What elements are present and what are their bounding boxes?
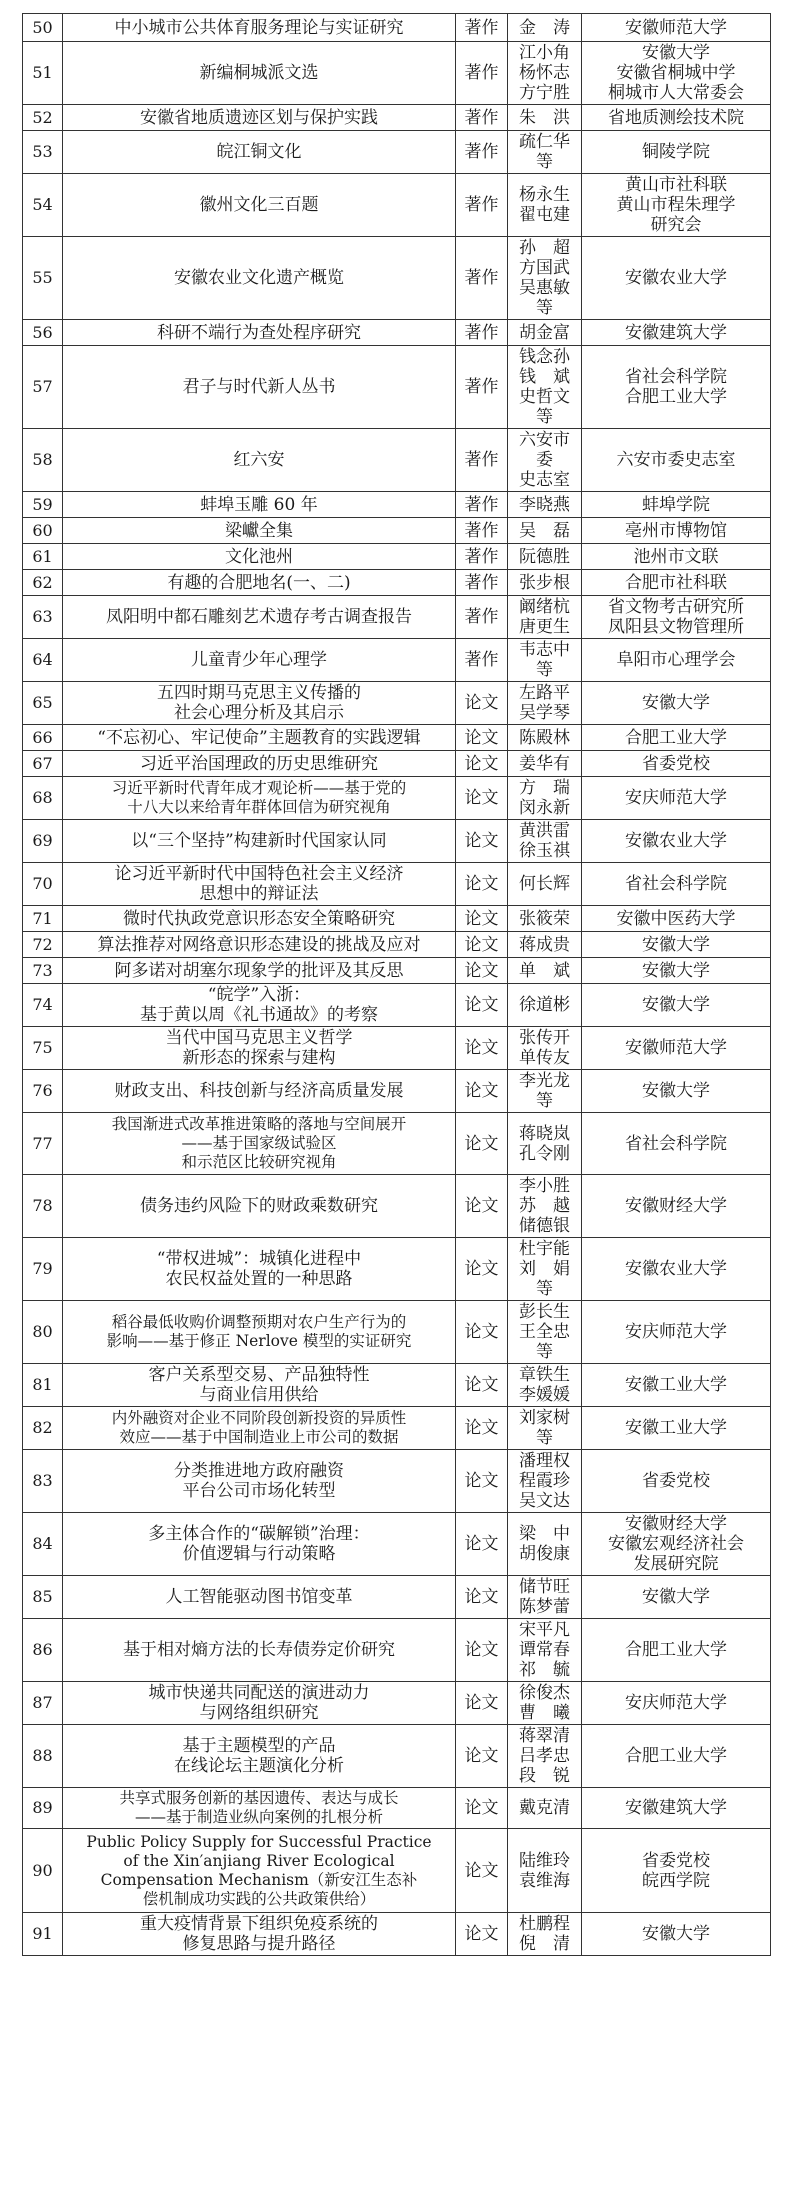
row-title: 习近平新时代青年成才观论析——基于党的 十八大以来给青年群体回信为研究视角 [63, 777, 456, 820]
row-units: 安徽大学 安徽省桐城中学 桐城市人大常委会 [582, 42, 771, 105]
row-title: 微时代执政党意识形态安全策略研究 [63, 906, 456, 932]
table-row [23, 1450, 771, 1513]
row-type: 著作 [456, 131, 508, 174]
row-title: 基于相对熵方法的长寿债券定价研究 [63, 1619, 456, 1682]
row-title: 稻谷最低收购价调整预期对农户生产行为的 影响——基于修正 Nerlove 模型的实证研究 [63, 1301, 456, 1364]
row-title: 人工智能驱动图书馆变革 [63, 1576, 456, 1619]
row-authors: 宋平凡 谭常春 祁 毓 [508, 1619, 582, 1682]
row-type: 论文 [456, 682, 508, 725]
row-number: 51 [23, 42, 63, 105]
row-units: 安庆师范大学 [582, 1301, 771, 1364]
row-units: 合肥工业大学 [582, 725, 771, 751]
table-row [23, 682, 771, 725]
row-title: 五四时期马克思主义传播的 社会心理分析及其启示 [63, 682, 456, 725]
row-title: 文化池州 [63, 544, 456, 570]
row-title: “不忘初心、牢记使命”主题教育的实践逻辑 [63, 725, 456, 751]
row-type: 论文 [456, 1682, 508, 1725]
row-number: 88 [23, 1725, 63, 1788]
row-type: 著作 [456, 639, 508, 682]
row-units: 省文物考古研究所 凤阳县文物管理所 [582, 596, 771, 639]
row-units: 池州市文联 [582, 544, 771, 570]
row-authors: 刘家树等 [508, 1407, 582, 1450]
row-title: 城市快递共同配送的演进动力 与网络组织研究 [63, 1682, 456, 1725]
row-title: 内外融资对企业不同阶段创新投资的异质性 效应——基于中国制造业上市公司的数据 [63, 1407, 456, 1450]
row-type: 论文 [456, 1238, 508, 1301]
row-number: 86 [23, 1619, 63, 1682]
row-number: 69 [23, 820, 63, 863]
table-row [23, 777, 771, 820]
row-number: 78 [23, 1175, 63, 1238]
row-title: 儿童青少年心理学 [63, 639, 456, 682]
row-type: 著作 [456, 596, 508, 639]
row-title: 算法推荐对网络意识形态建设的挑战及应对 [63, 932, 456, 958]
row-type: 著作 [456, 492, 508, 518]
table-row [23, 174, 771, 237]
row-number: 84 [23, 1513, 63, 1576]
table-row [23, 639, 771, 682]
row-authors: 吴 磊 [508, 518, 582, 544]
row-units: 省社会科学院 [582, 1113, 771, 1175]
row-authors: 金 涛 [508, 14, 582, 42]
row-authors: 姜华有 [508, 751, 582, 777]
row-units: 省地质测绘技术院 [582, 105, 771, 131]
row-authors: 张筱荣 [508, 906, 582, 932]
row-units: 安徽工业大学 [582, 1407, 771, 1450]
table-row [23, 1619, 771, 1682]
row-title: 安徽农业文化遗产概览 [63, 237, 456, 320]
row-authors: 李晓燕 [508, 492, 582, 518]
table-row [23, 429, 771, 492]
row-title: 基于主题模型的产品 在线论坛主题演化分析 [63, 1725, 456, 1788]
row-type: 论文 [456, 820, 508, 863]
row-units: 六安市委史志室 [582, 429, 771, 492]
row-type: 著作 [456, 544, 508, 570]
row-units: 合肥工业大学 [582, 1619, 771, 1682]
row-number: 77 [23, 1113, 63, 1175]
table-row [23, 346, 771, 429]
row-number: 83 [23, 1450, 63, 1513]
row-type: 著作 [456, 14, 508, 42]
row-number: 57 [23, 346, 63, 429]
row-type: 著作 [456, 346, 508, 429]
row-units: 安徽大学 [582, 1913, 771, 1956]
row-units: 省社会科学院 [582, 863, 771, 906]
row-title: 客户关系型交易、产品独特性 与商业信用供给 [63, 1364, 456, 1407]
row-number: 87 [23, 1682, 63, 1725]
row-units: 安徽师范大学 [582, 14, 771, 42]
row-number: 71 [23, 906, 63, 932]
row-units: 阜阳市心理学会 [582, 639, 771, 682]
row-title: 红六安 [63, 429, 456, 492]
table-row [23, 1027, 771, 1070]
row-title: 新编桐城派文选 [63, 42, 456, 105]
row-authors: 李小胜 苏 越 储德银 [508, 1175, 582, 1238]
table-row [23, 1788, 771, 1829]
row-type: 论文 [456, 1113, 508, 1175]
table-row [23, 1238, 771, 1301]
row-number: 64 [23, 639, 63, 682]
row-number: 67 [23, 751, 63, 777]
row-authors: 张传开 单传友 [508, 1027, 582, 1070]
row-number: 90 [23, 1829, 63, 1913]
row-number: 85 [23, 1576, 63, 1619]
row-title: 多主体合作的“碳解锁”治理： 价值逻辑与行动策略 [63, 1513, 456, 1576]
row-authors: 李光龙等 [508, 1070, 582, 1113]
row-number: 55 [23, 237, 63, 320]
row-units: 省委党校 [582, 1450, 771, 1513]
row-type: 论文 [456, 1070, 508, 1113]
row-type: 著作 [456, 320, 508, 346]
row-units: 安徽农业大学 [582, 1238, 771, 1301]
row-title: 中小城市公共体育服务理论与实证研究 [63, 14, 456, 42]
row-authors: 戴克清 [508, 1788, 582, 1829]
row-authors: 钱念孙 钱 斌 史哲文等 [508, 346, 582, 429]
row-type: 论文 [456, 1619, 508, 1682]
row-authors: 储节旺 陈梦蕾 [508, 1576, 582, 1619]
row-number: 53 [23, 131, 63, 174]
row-number: 81 [23, 1364, 63, 1407]
row-authors: 陆维玲 袁维海 [508, 1829, 582, 1913]
table-row [23, 725, 771, 751]
row-type: 著作 [456, 429, 508, 492]
table-row [23, 932, 771, 958]
row-title: “皖学”入浙： 基于黄以周《礼书通故》的考察 [63, 984, 456, 1027]
row-number: 79 [23, 1238, 63, 1301]
row-number: 60 [23, 518, 63, 544]
row-authors: 疏仁华等 [508, 131, 582, 174]
row-type: 论文 [456, 932, 508, 958]
row-authors: 徐俊杰 曹 曦 [508, 1682, 582, 1725]
table-row [23, 1682, 771, 1725]
table-row [23, 1913, 771, 1956]
row-number: 66 [23, 725, 63, 751]
table-row [23, 1113, 771, 1175]
row-type: 论文 [456, 863, 508, 906]
row-authors: 徐道彬 [508, 984, 582, 1027]
row-units: 安徽中医药大学 [582, 906, 771, 932]
row-type: 论文 [456, 1175, 508, 1238]
row-number: 50 [23, 14, 63, 42]
row-authors: 黄洪雷 徐玉祺 [508, 820, 582, 863]
row-authors: 杜鹏程 倪 清 [508, 1913, 582, 1956]
row-title: 科研不端行为查处程序研究 [63, 320, 456, 346]
table-row [23, 596, 771, 639]
row-authors: 江小角 杨怀志 方宁胜 [508, 42, 582, 105]
row-number: 63 [23, 596, 63, 639]
row-units: 安徽建筑大学 [582, 320, 771, 346]
row-authors: 孙 超 方国武 吴惠敏等 [508, 237, 582, 320]
row-authors: 杜宇能 刘 娟等 [508, 1238, 582, 1301]
row-number: 56 [23, 320, 63, 346]
row-authors: 阚绪杭 唐更生 [508, 596, 582, 639]
row-units: 安徽财经大学 安徽宏观经济社会 发展研究院 [582, 1513, 771, 1576]
table-row [23, 1301, 771, 1364]
row-authors: 朱 洪 [508, 105, 582, 131]
row-units: 蚌埠学院 [582, 492, 771, 518]
table-row [23, 131, 771, 174]
row-number: 68 [23, 777, 63, 820]
row-title: 皖江铜文化 [63, 131, 456, 174]
row-title: 君子与时代新人丛书 [63, 346, 456, 429]
row-authors: 张步根 [508, 570, 582, 596]
row-units: 黄山市社科联 黄山市程朱理学 研究会 [582, 174, 771, 237]
row-units: 铜陵学院 [582, 131, 771, 174]
row-units: 省委党校 皖西学院 [582, 1829, 771, 1913]
table-row [23, 863, 771, 906]
row-authors: 韦志中等 [508, 639, 582, 682]
row-title: 当代中国马克思主义哲学 新形态的探索与建构 [63, 1027, 456, 1070]
row-number: 59 [23, 492, 63, 518]
row-authors: 蒋成贵 [508, 932, 582, 958]
table-row [23, 984, 771, 1027]
table-row [23, 958, 771, 984]
row-units: 安庆师范大学 [582, 777, 771, 820]
row-type: 著作 [456, 42, 508, 105]
row-type: 论文 [456, 984, 508, 1027]
row-units: 安徽大学 [582, 932, 771, 958]
row-number: 82 [23, 1407, 63, 1450]
row-authors: 阮德胜 [508, 544, 582, 570]
table-body [23, 14, 771, 1956]
table-row [23, 570, 771, 596]
row-units: 合肥市社科联 [582, 570, 771, 596]
row-type: 论文 [456, 1301, 508, 1364]
row-units: 安徽农业大学 [582, 820, 771, 863]
row-number: 80 [23, 1301, 63, 1364]
table-row [23, 1576, 771, 1619]
row-number: 91 [23, 1913, 63, 1956]
row-units: 亳州市博物馆 [582, 518, 771, 544]
row-units: 安徽师范大学 [582, 1027, 771, 1070]
row-type: 论文 [456, 1725, 508, 1788]
row-type: 论文 [456, 1913, 508, 1956]
row-number: 73 [23, 958, 63, 984]
row-title: 梁巘全集 [63, 518, 456, 544]
row-units: 安徽财经大学 [582, 1175, 771, 1238]
table-row [23, 1364, 771, 1407]
row-title: 我国渐进式改革推进策略的落地与空间展开 ——基于国家级试验区 和示范区比较研究视角 [63, 1113, 456, 1175]
row-type: 论文 [456, 958, 508, 984]
row-title: 重大疫情背景下组织免疫系统的 修复思路与提升路径 [63, 1913, 456, 1956]
row-authors: 何长辉 [508, 863, 582, 906]
row-title: 安徽省地质遗迹区划与保护实践 [63, 105, 456, 131]
row-number: 72 [23, 932, 63, 958]
row-number: 52 [23, 105, 63, 131]
row-authors: 杨永生 翟屯建 [508, 174, 582, 237]
row-type: 论文 [456, 1513, 508, 1576]
row-type: 论文 [456, 1407, 508, 1450]
row-title: 凤阳明中都石雕刻艺术遗存考古调查报告 [63, 596, 456, 639]
row-number: 74 [23, 984, 63, 1027]
row-title: 有趣的合肥地名(一、二) [63, 570, 456, 596]
row-number: 65 [23, 682, 63, 725]
table-row [23, 1829, 771, 1913]
row-title: 徽州文化三百题 [63, 174, 456, 237]
row-units: 安徽大学 [582, 682, 771, 725]
table-row [23, 1513, 771, 1576]
row-units: 安徽建筑大学 [582, 1788, 771, 1829]
row-units: 安徽大学 [582, 1070, 771, 1113]
row-units: 安徽工业大学 [582, 1364, 771, 1407]
row-units: 省委党校 [582, 751, 771, 777]
row-type: 论文 [456, 777, 508, 820]
table-row [23, 42, 771, 105]
row-type: 著作 [456, 174, 508, 237]
row-type: 著作 [456, 237, 508, 320]
table-row [23, 320, 771, 346]
table-row [23, 1070, 771, 1113]
row-authors: 潘理权 程霞珍 吴文达 [508, 1450, 582, 1513]
table-row [23, 14, 771, 42]
row-authors: 左路平 吴学琴 [508, 682, 582, 725]
row-type: 著作 [456, 570, 508, 596]
row-authors: 蒋翠清 吕孝忠 段 锐 [508, 1725, 582, 1788]
row-authors: 蒋晓岚 孔令刚 [508, 1113, 582, 1175]
row-type: 著作 [456, 105, 508, 131]
row-type: 论文 [456, 1027, 508, 1070]
row-authors: 单 斌 [508, 958, 582, 984]
table-row [23, 751, 771, 777]
row-title: 阿多诺对胡塞尔现象学的批评及其反思 [63, 958, 456, 984]
row-units: 安徽大学 [582, 958, 771, 984]
row-title: Public Policy Supply for Successful Practice of the Xin′anjiang River Ecological Compensation Mechanism（新安江生态补 偿机制成功实践的公共政策供给） [63, 1829, 456, 1913]
row-units: 安徽大学 [582, 1576, 771, 1619]
row-title: “带权进城”：城镇化进程中 农民权益处置的一种思路 [63, 1238, 456, 1301]
table-row [23, 820, 771, 863]
row-type: 论文 [456, 906, 508, 932]
row-number: 61 [23, 544, 63, 570]
row-title: 蚌埠玉雕 60 年 [63, 492, 456, 518]
row-type: 论文 [456, 1450, 508, 1513]
row-authors: 六安市委 史志室 [508, 429, 582, 492]
table-row [23, 492, 771, 518]
row-number: 62 [23, 570, 63, 596]
row-type: 论文 [456, 1576, 508, 1619]
awards-table [22, 13, 771, 1956]
row-type: 论文 [456, 1788, 508, 1829]
row-authors: 彭长生 王全忠等 [508, 1301, 582, 1364]
table-row [23, 1175, 771, 1238]
row-number: 76 [23, 1070, 63, 1113]
row-number: 54 [23, 174, 63, 237]
row-units: 安徽农业大学 [582, 237, 771, 320]
row-title: 论习近平新时代中国特色社会主义经济 思想中的辩证法 [63, 863, 456, 906]
row-type: 著作 [456, 518, 508, 544]
row-units: 安徽大学 [582, 984, 771, 1027]
row-type: 论文 [456, 1364, 508, 1407]
table-row [23, 237, 771, 320]
row-number: 58 [23, 429, 63, 492]
row-title: 以“三个坚持”构建新时代国家认同 [63, 820, 456, 863]
row-title: 共享式服务创新的基因遗传、表达与成长 ——基于制造业纵向案例的扎根分析 [63, 1788, 456, 1829]
row-number: 70 [23, 863, 63, 906]
row-number: 89 [23, 1788, 63, 1829]
row-number: 75 [23, 1027, 63, 1070]
table-row [23, 1407, 771, 1450]
row-authors: 方 瑞 闵永新 [508, 777, 582, 820]
table-row [23, 1725, 771, 1788]
row-authors: 胡金富 [508, 320, 582, 346]
row-authors: 陈殿林 [508, 725, 582, 751]
row-title: 习近平治国理政的历史思维研究 [63, 751, 456, 777]
row-type: 论文 [456, 1829, 508, 1913]
table-row [23, 906, 771, 932]
row-authors: 梁 中 胡俊康 [508, 1513, 582, 1576]
row-title: 分类推进地方政府融资 平台公司市场化转型 [63, 1450, 456, 1513]
row-units: 安庆师范大学 [582, 1682, 771, 1725]
row-type: 论文 [456, 725, 508, 751]
row-authors: 章铁生 李媛媛 [508, 1364, 582, 1407]
table-row [23, 544, 771, 570]
table-row [23, 518, 771, 544]
row-title: 债务违约风险下的财政乘数研究 [63, 1175, 456, 1238]
table-row [23, 105, 771, 131]
row-type: 论文 [456, 751, 508, 777]
row-title: 财政支出、科技创新与经济高质量发展 [63, 1070, 456, 1113]
row-units: 合肥工业大学 [582, 1725, 771, 1788]
row-units: 省社会科学院 合肥工业大学 [582, 346, 771, 429]
